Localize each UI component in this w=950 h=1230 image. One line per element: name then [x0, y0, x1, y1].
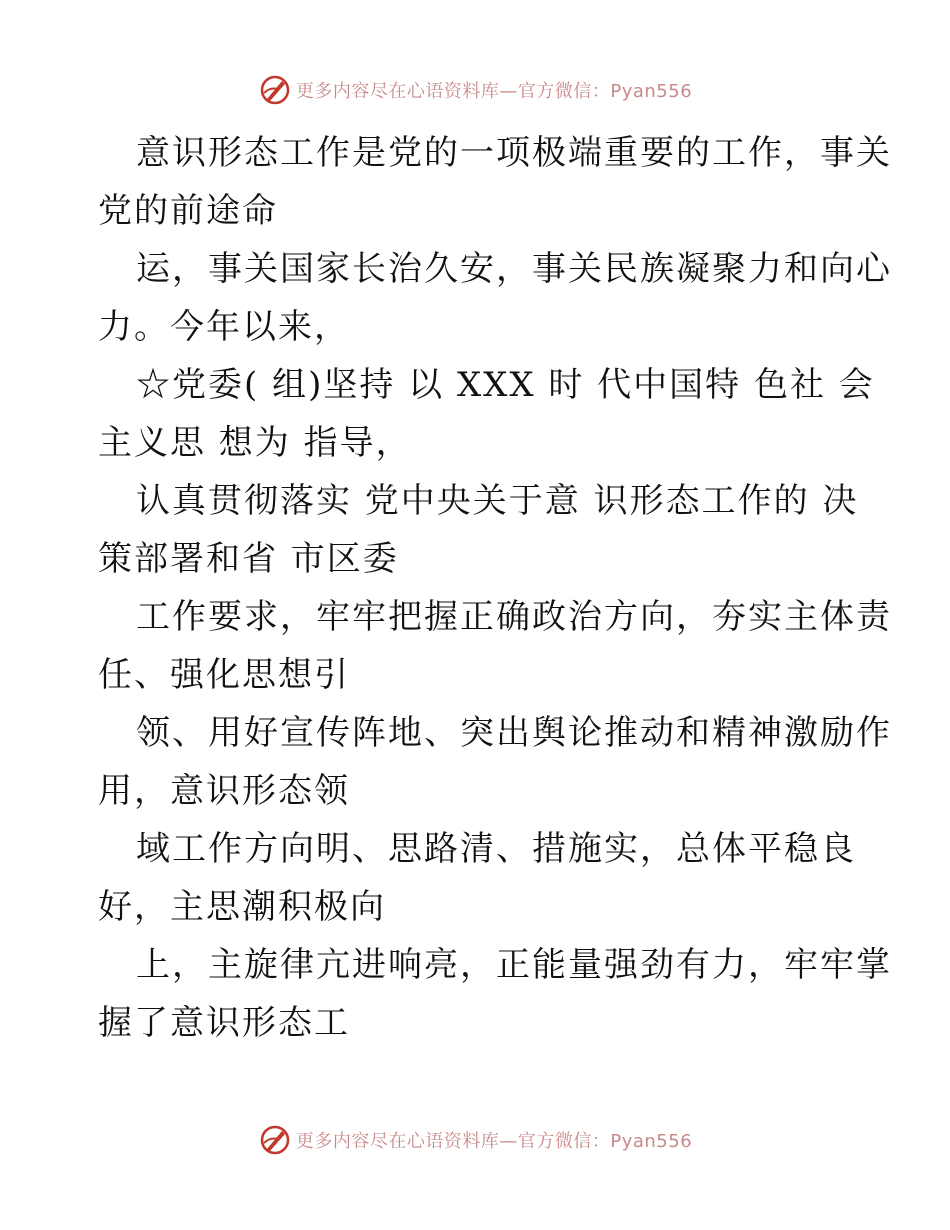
paragraph-line: 策部署和省 市区委: [98, 539, 399, 579]
paragraph-line: 好，主思潮积极向: [98, 887, 386, 927]
header-banner: [0, 70, 950, 110]
footer-banner: [0, 1120, 950, 1160]
quill-logo-icon: [258, 73, 292, 107]
paragraph-line: 党的前途命: [98, 191, 278, 231]
paragraph-line: 运，事关国家长治久安，事关民族凝聚力和向心: [136, 249, 892, 289]
paragraph-line: 任、强化思想引: [98, 655, 350, 695]
paragraph-line: 域工作方向明、思路清、措施实，总体平稳良: [136, 829, 856, 869]
paragraph: [98, 472, 858, 588]
paragraph-line: 主义思 想为 指导，: [98, 423, 412, 463]
paragraph-line: 力。今年以来，: [98, 307, 350, 347]
paragraph-line: 上，主旋律亢进响亮，正能量强劲有力，牢牢掌: [136, 945, 892, 985]
paragraph-line: 工作要求，牢牢把握正确政治方向，夯实主体责: [136, 597, 892, 637]
paragraph: [98, 356, 875, 472]
paragraph-line: ☆党委( 组)坚持 以 XXX 时 代中国特 色社 会: [136, 365, 875, 405]
quill-logo-icon: [258, 1123, 292, 1157]
paragraph: [98, 240, 892, 356]
paragraph-line: 领、用好宣传阵地、突出舆论推动和精神激励作: [136, 713, 892, 753]
paragraph: [98, 588, 892, 704]
paragraph: [98, 124, 892, 240]
paragraph-line: 握了意识形态工: [98, 1003, 350, 1043]
paragraph-line: 意识形态工作是党的一项极端重要的工作，事关: [136, 133, 892, 173]
paragraph: [98, 820, 858, 936]
paragraph-line: 认真贯彻落实 党中央关于意 识形态工作的 决: [136, 481, 859, 521]
paragraph: [98, 936, 892, 1052]
header-banner-text: 更多内容尽在心语资料库—官方微信：Pyan556: [295, 81, 693, 102]
footer-banner-text: 更多内容尽在心语资料库—官方微信：Pyan556: [295, 1131, 693, 1152]
paragraph: [98, 704, 892, 820]
document-body: [98, 124, 892, 1052]
paragraph-line: 用，意识形态领: [98, 771, 350, 811]
